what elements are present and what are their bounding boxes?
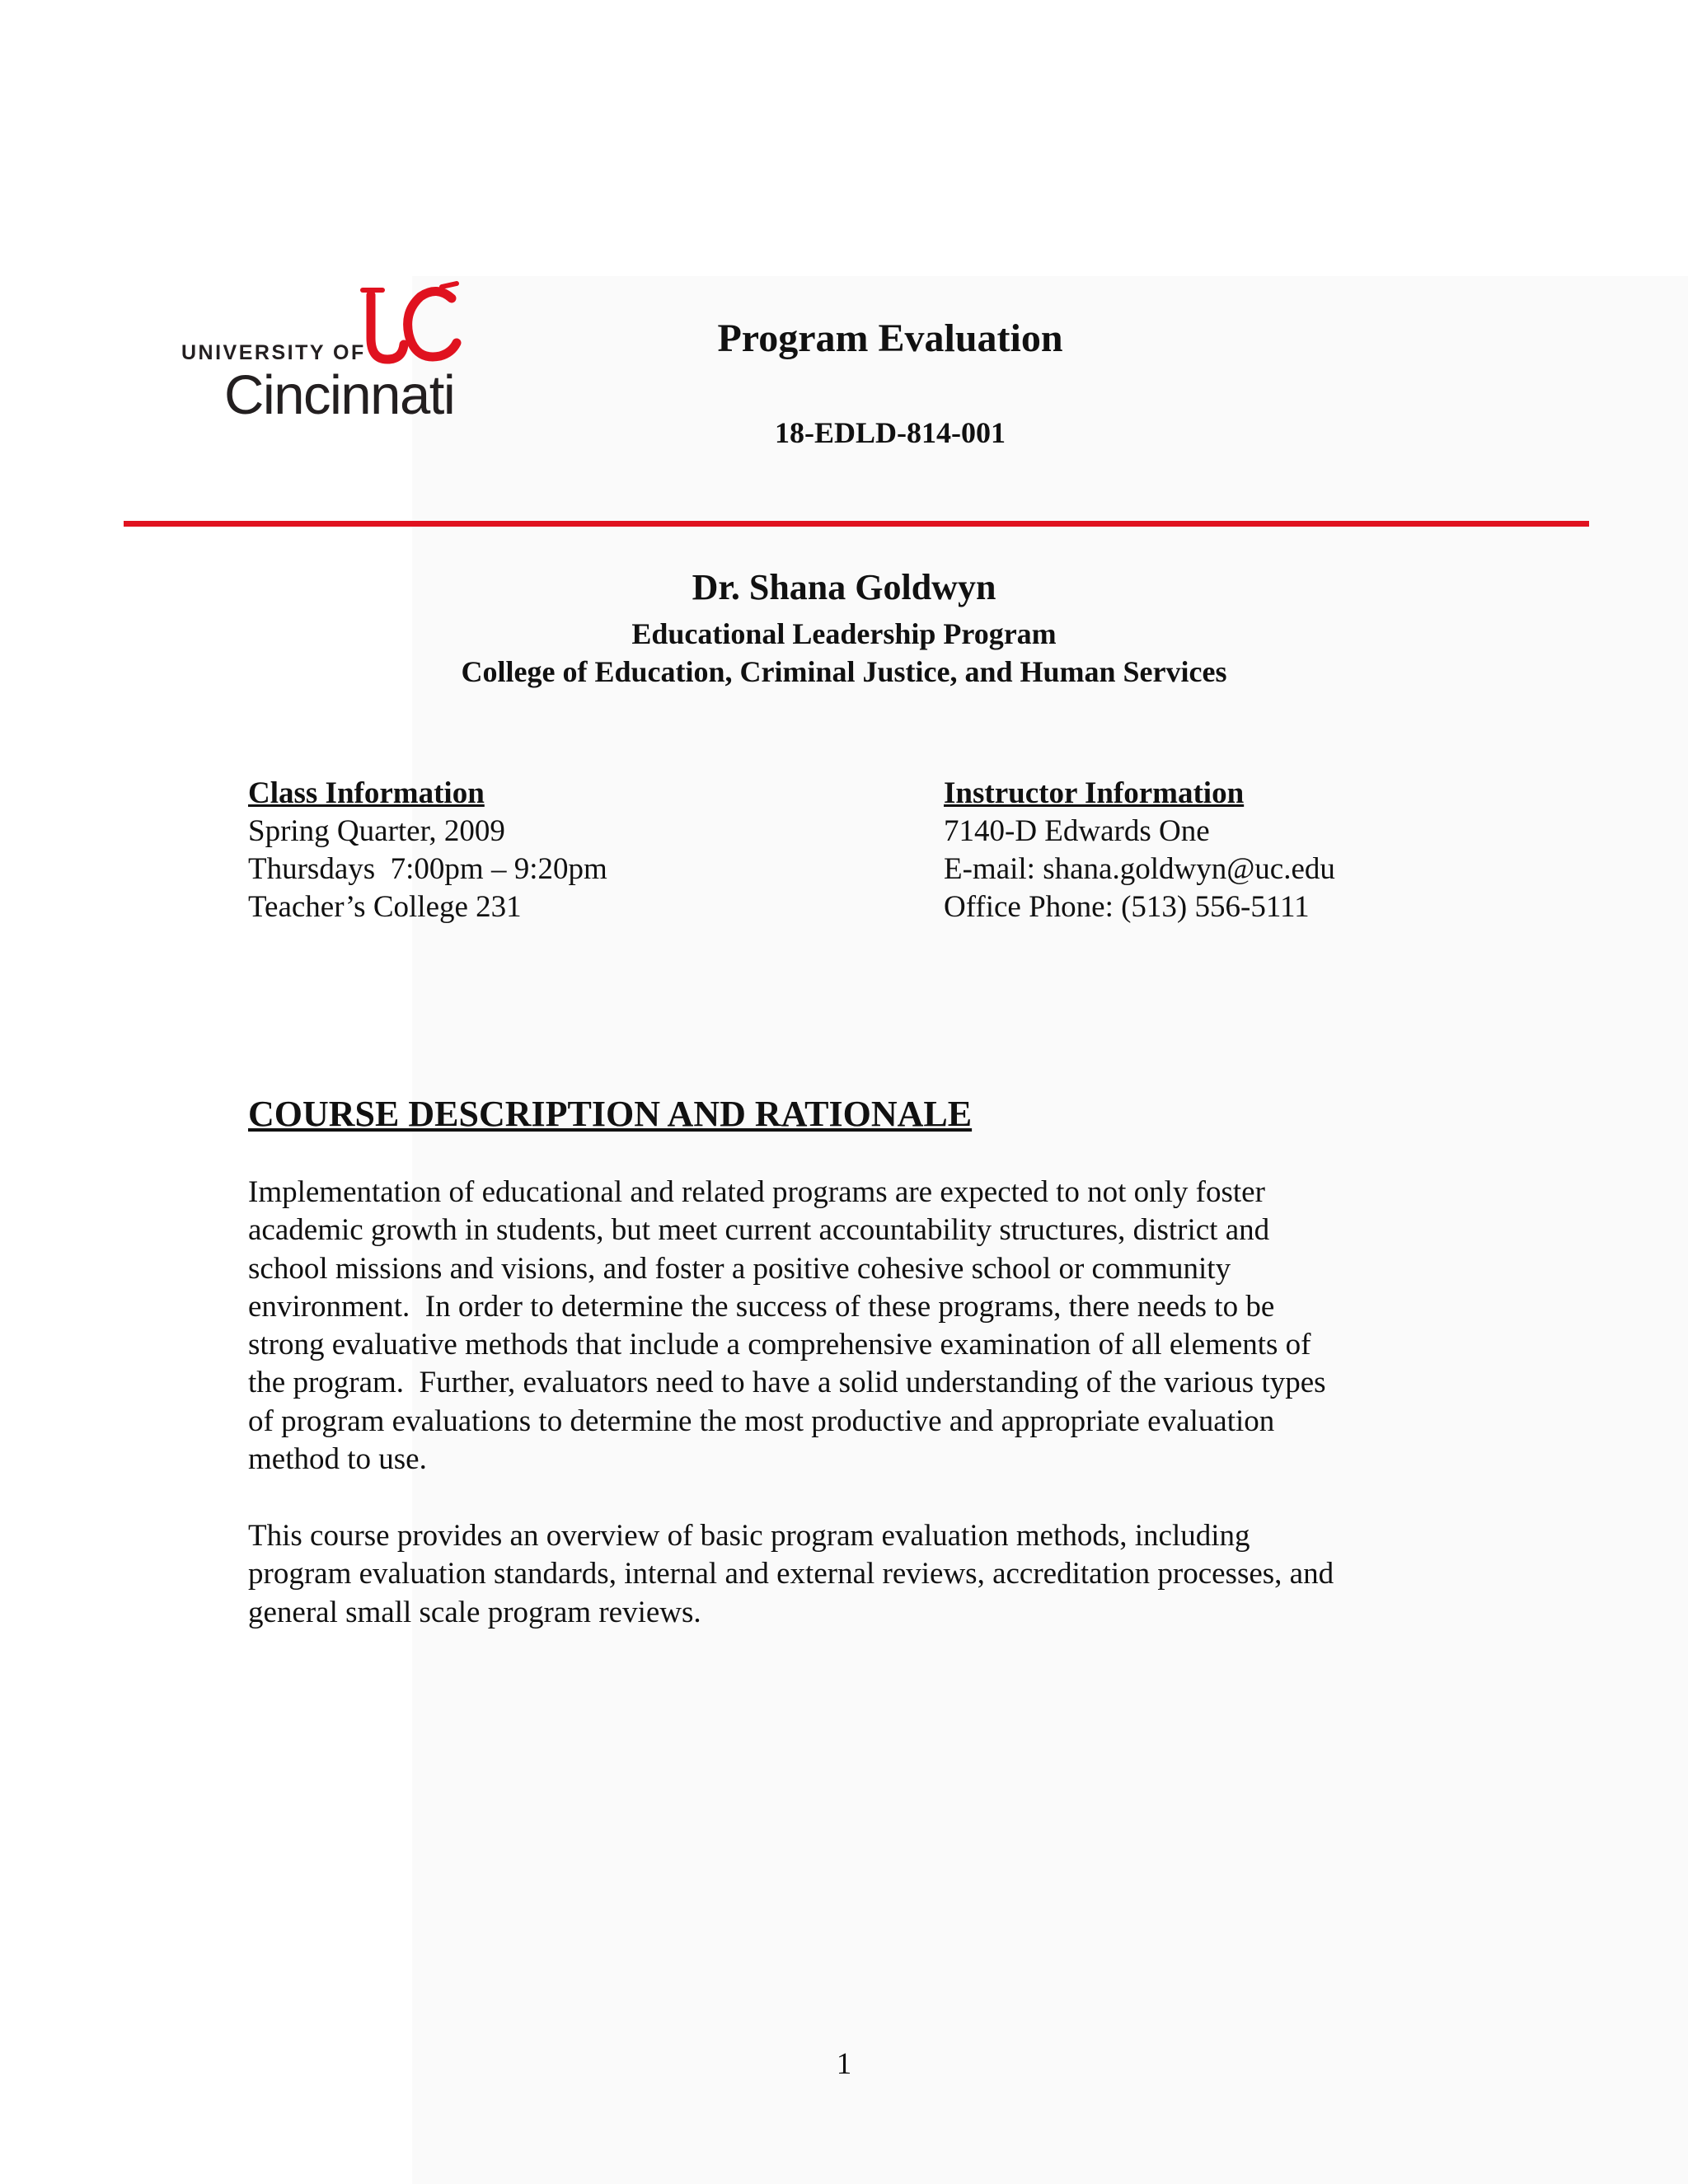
class-location: Teacher’s College 231 (248, 890, 522, 924)
paragraph-line: program evaluation standards, internal and external reviews, accreditation processes, and (248, 1557, 1334, 1591)
uc-mark-icon (363, 284, 457, 359)
program-name: Educational Leadership Program (631, 617, 1057, 650)
course-description-paragraph-2 (248, 1517, 1334, 1632)
instructor-header (0, 560, 1688, 691)
header-divider (124, 521, 1589, 527)
paragraph-line: the program. Further, evaluators need to have a solid understanding of the various types (248, 1366, 1326, 1400)
paragraph-line: strong evaluative methods that include a comprehensive examination of all elements of (248, 1328, 1311, 1362)
section-heading-course-description: COURSE DESCRIPTION AND RATIONALE (248, 1094, 973, 1134)
page-title: Program Evaluation (717, 316, 1063, 360)
paragraph-line: school missions and visions, and foster a positive cohesive school or community (248, 1251, 1231, 1286)
instructor-phone: Office Phone: (513) 556-5111 (944, 890, 1310, 924)
college-name: College of Education, Criminal Justice, and Human Services (461, 655, 1227, 688)
course-code: 18-EDLD-814-001 (775, 416, 1006, 449)
paragraph-line: method to use. (248, 1442, 427, 1477)
instructor-name: Dr. Shana Goldwyn (692, 567, 996, 607)
class-term: Spring Quarter, 2009 (248, 814, 505, 848)
paragraph-line: of program evaluations to determine the most productive and appropriate evaluation (248, 1404, 1275, 1438)
logo-text-university-of: UNIVERSITY OF (181, 341, 366, 364)
paragraph-line: general small scale program reviews. (248, 1595, 701, 1629)
class-schedule: Thursdays 7:00pm – 9:20pm (248, 852, 607, 886)
paragraph-line: Implementation of educational and related programs are expected to not only foster (248, 1175, 1265, 1209)
instructor-office: 7140-D Edwards One (944, 814, 1210, 848)
class-information (248, 775, 874, 926)
class-information-heading: Class Information (248, 776, 485, 810)
instructor-email: E-mail: shana.goldwyn@uc.edu (944, 852, 1335, 886)
logo-text-cincinnati: Cincinnati (224, 364, 455, 423)
paragraph-line: academic growth in students, but meet current accountability structures, district and (248, 1213, 1270, 1248)
university-logo (180, 279, 493, 423)
course-description-paragraph-1 (248, 1174, 1326, 1479)
paragraph-line: environment. In order to determine the success of these programs, there needs to be (248, 1289, 1275, 1324)
page-number: 1 (836, 2047, 852, 2081)
paragraph-line: This course provides an overview of basic program evaluation methods, including (248, 1519, 1250, 1553)
instructor-information-heading: Instructor Information (944, 776, 1245, 810)
instructor-information (944, 775, 1620, 926)
